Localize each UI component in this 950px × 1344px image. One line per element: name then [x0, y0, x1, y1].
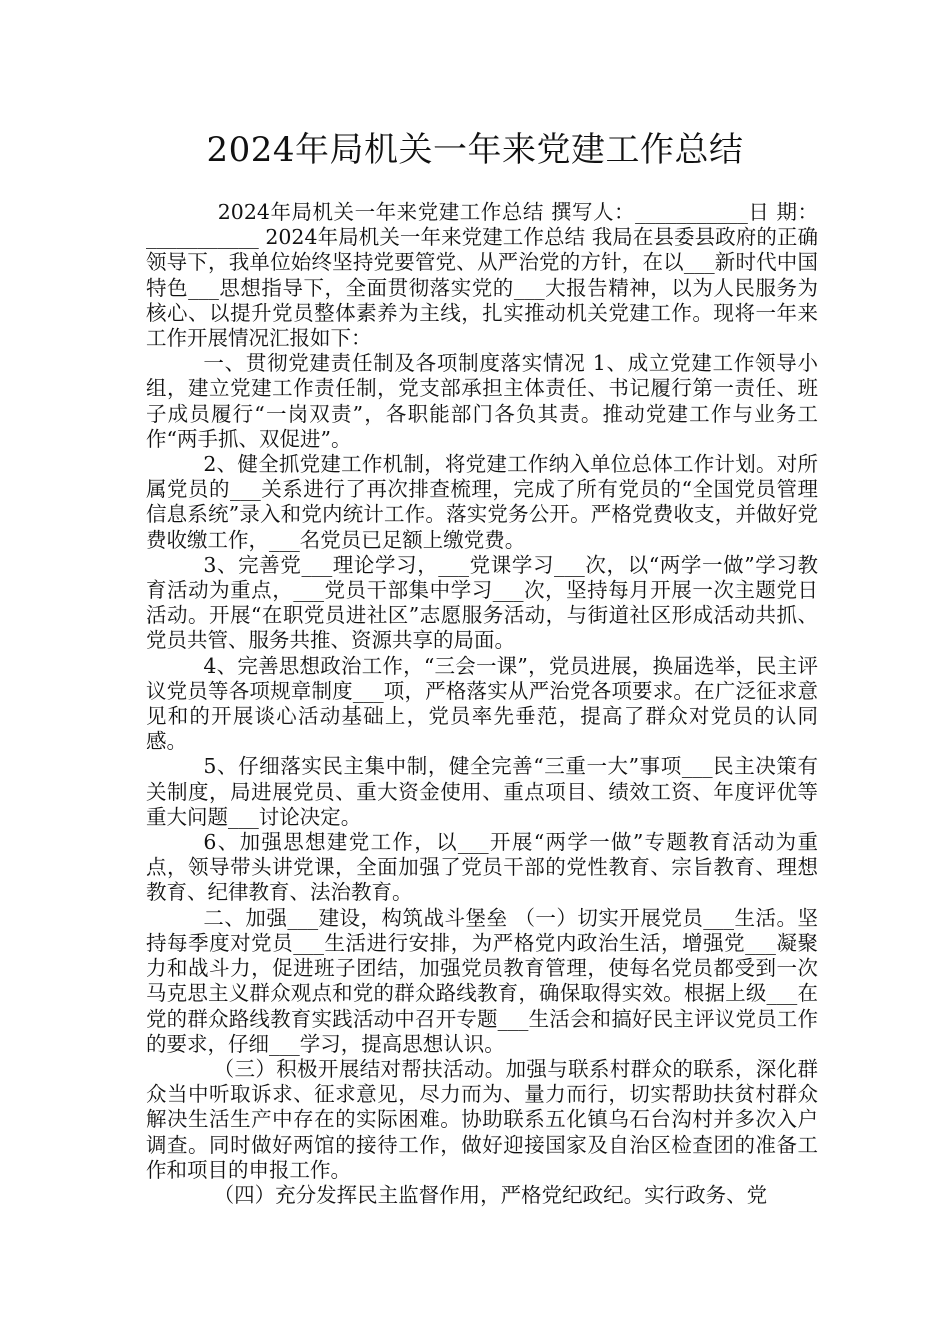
paragraph-section-1-item-5: 5、仔细落实民主集中制，健全完善“三重一大”事项___民主决策有关制度，局进展党员、重大资金使用、重点项目、绩效工资、年度评优等重大问题___讨论决定。 [146, 754, 818, 829]
paragraph-section-1-item-6: 6、加强思想建党工作，以___开展“两学一做”专题教育活动为重点，领导带头讲党课，全面加强了党员干部的党性教育、宗旨教育、理想教育、纪律教育、法治教育。 [146, 830, 818, 905]
paragraph-section-1-item-2: 2、健全抓党建工作机制，将党建工作纳入单位总体工作计划。对所属党员的___关系进行了再次排查梳理，完成了所有党员的“全国党员管理信息系统”录入和党内统计工作。落实党务公开。严格党费收支，并做好党费收缴工作，___名党员已足额上缴党费。 [146, 452, 818, 552]
document-body [146, 200, 818, 1208]
paragraph-section-2: 二、加强___建设，构筑战斗堡垒 （一）切实开展党员___生活。坚持每季度对党员___生活进行安排，为严格党内政治生活，增强党___凝聚力和战斗力，促进班子团结，加强党员教育管理，使每名党员都受到一次马克思主义群众观点和党的群众路线教育，确保取得实效。根据上级___在党的群众路线教育实践活动中召开专题___生活会和搞好民主评议党员工作的要求，仔细___学习，提高思想认识。 [146, 905, 818, 1056]
paragraph-intro: 2024年局机关一年来党建工作总结 撰写人：___________日 期：___________ 2024年局机关一年来党建工作总结 我局在县委县政府的正确领导下，我单位始终坚持党要管党、从严治党的方针，在以___新时代中国特色___思想指导下，全面贯彻落实党的___大报告精神，以为人民服务为核心、以提升党员整体素养为主线，扎实推动机关党建工作。现将一年来工作开展情况汇报如下： [146, 200, 818, 351]
paragraph-section-2-item-4: （四）充分发挥民主监督作用，严格党纪政纪。实行政务、党 [213, 1182, 768, 1207]
document-title: 2024年局机关一年来党建工作总结 [206, 130, 744, 170]
paragraph-section-1-item-4: 4、完善思想政治工作，“三会一课”，党员进展，换届选举，民主评议党员等各项规章制度___项，严格落实从严治党各项要求。在广泛征求意见和的开展谈心活动基础上，党员率先垂范，提高了群众对党员的认同感。 [146, 653, 818, 754]
paragraph-section-1-item-3: 3、完善党___理论学习，___党课学习___次，以“两学一做”学习教育活动为重点，___党员干部集中学习___次，坚持每月开展一次主题党日活动。开展“在职党员进社区”志愿服务活动，与街道社区形成活动共抓、党员共管、服务共推、资源共享的局面。 [146, 552, 818, 653]
paragraph-section-1-item-1: 一、贯彻党建责任制及各项制度落实情况 1、成立党建工作领导小组，建立党建工作责任制，党支部承担主体责任、书记履行第一责任、班子成员履行“一岗双责”，各职能部门各负其责。推动党建工作与业务工作“两手抓、双促进”。 [146, 351, 818, 451]
paragraph-section-2-item-3: （三）积极开展结对帮扶活动。加强与联系村群众的联系，深化群众当中听取诉求、征求意见，尽力而为、量力而行，切实帮助扶贫村群众解决生活生产中存在的实际困难。协助联系五化镇乌石台沟村并多次入户调查。同时做好两馆的接待工作，做好迎接国家及自治区检查团的准备工作和项目的申报工作。 [146, 1056, 818, 1182]
